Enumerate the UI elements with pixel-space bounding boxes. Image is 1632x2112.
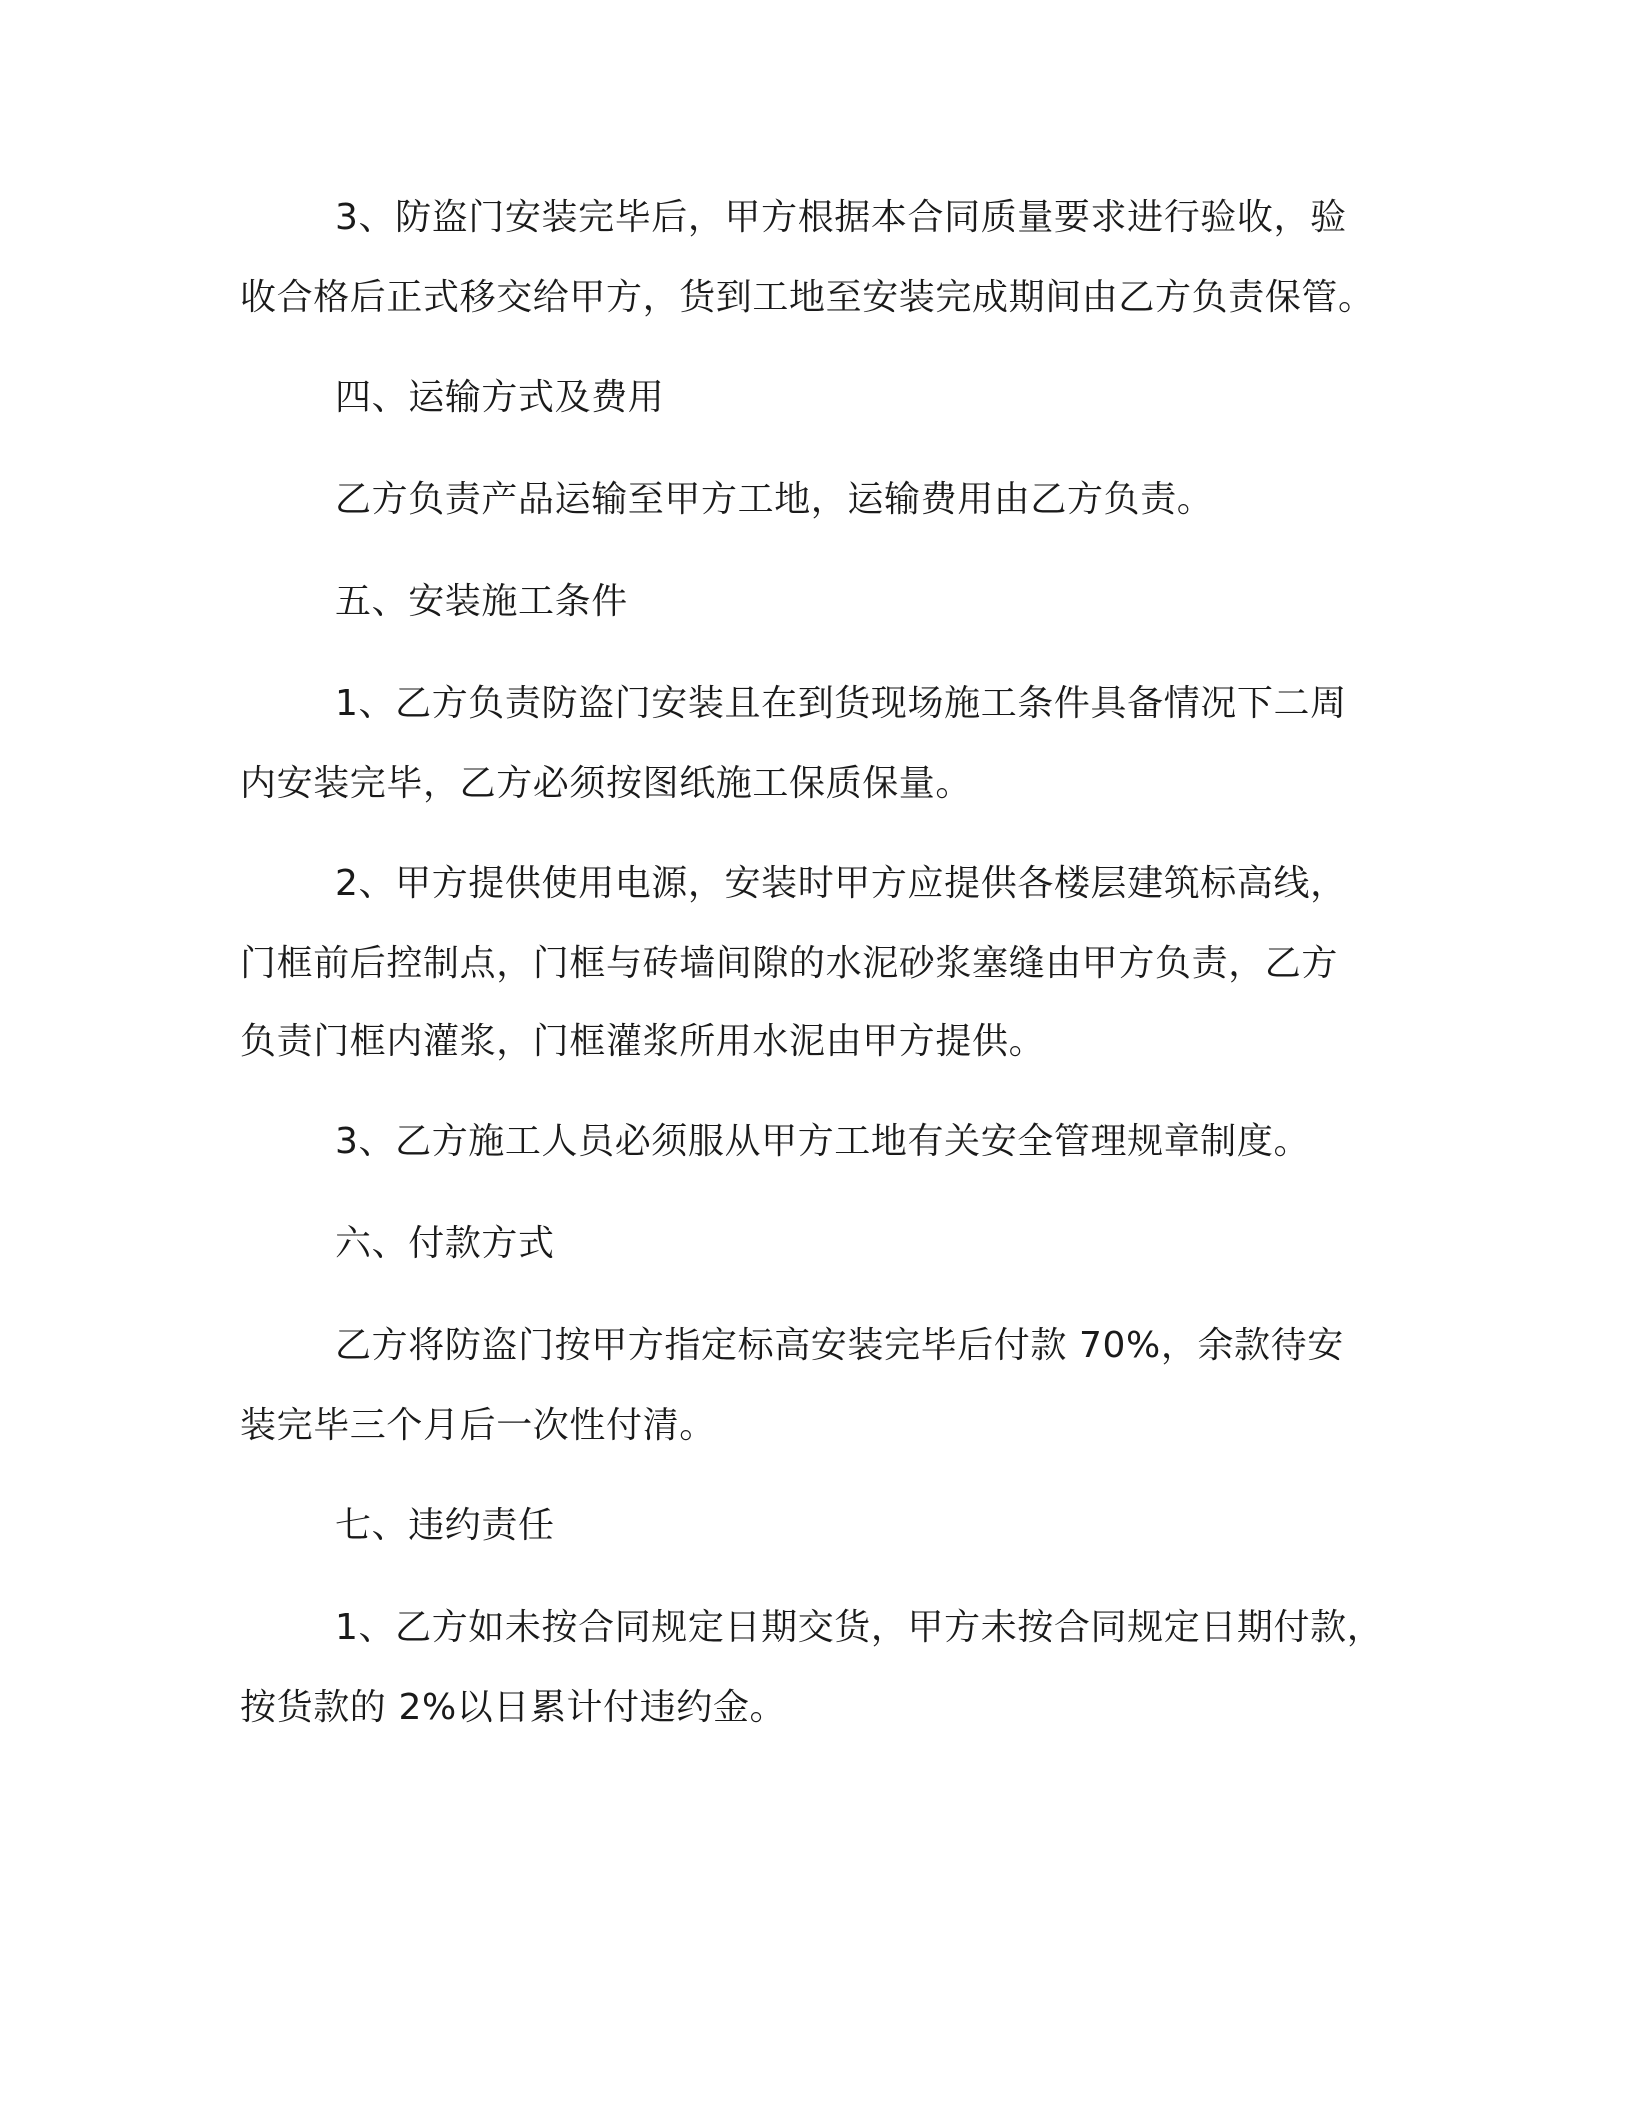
paragraph-line: 按货款的 2%以日累计付违约金。 <box>240 1687 787 1728</box>
section-heading-liability: 七、违约责任 <box>335 1505 555 1546</box>
paragraph-line: 乙方将防盗门按甲方指定标高安装完毕后付款 70%，余款待安 <box>335 1325 1344 1366</box>
paragraph-line: 1、乙方如未按合同规定日期交货，甲方未按合同规定日期付款， <box>335 1607 1384 1648</box>
section-heading-installation: 五、安装施工条件 <box>335 581 628 622</box>
paragraph-line: 门框前后控制点，门框与砖墙间隙的水泥砂浆塞缝由甲方负责，乙方 <box>240 943 1339 984</box>
section-heading-payment: 六、付款方式 <box>335 1223 555 1264</box>
paragraph-line: 乙方负责产品运输至甲方工地，运输费用由乙方负责。 <box>335 479 1214 520</box>
paragraph-line: 收合格后正式移交给甲方，货到工地至安装完成期间由乙方负责保管。 <box>240 277 1375 318</box>
section-heading-transport: 四、运输方式及费用 <box>335 377 665 418</box>
paragraph-line: 3、乙方施工人员必须服从甲方工地有关安全管理规章制度。 <box>335 1121 1311 1162</box>
paragraph-line: 内安装完毕，乙方必须按图纸施工保质保量。 <box>240 763 973 804</box>
paragraph-line: 2、甲方提供使用电源，安装时甲方应提供各楼层建筑标高线， <box>335 863 1347 904</box>
paragraph-line: 3、防盗门安装完毕后，甲方根据本合同质量要求进行验收，验 <box>335 197 1347 238</box>
paragraph-line: 装完毕三个月后一次性付清。 <box>240 1405 716 1446</box>
paragraph-line: 1、乙方负责防盗门安装且在到货现场施工条件具备情况下二周 <box>335 683 1347 724</box>
paragraph-line: 负责门框内灌浆，门框灌浆所用水泥由甲方提供。 <box>240 1021 1046 1062</box>
